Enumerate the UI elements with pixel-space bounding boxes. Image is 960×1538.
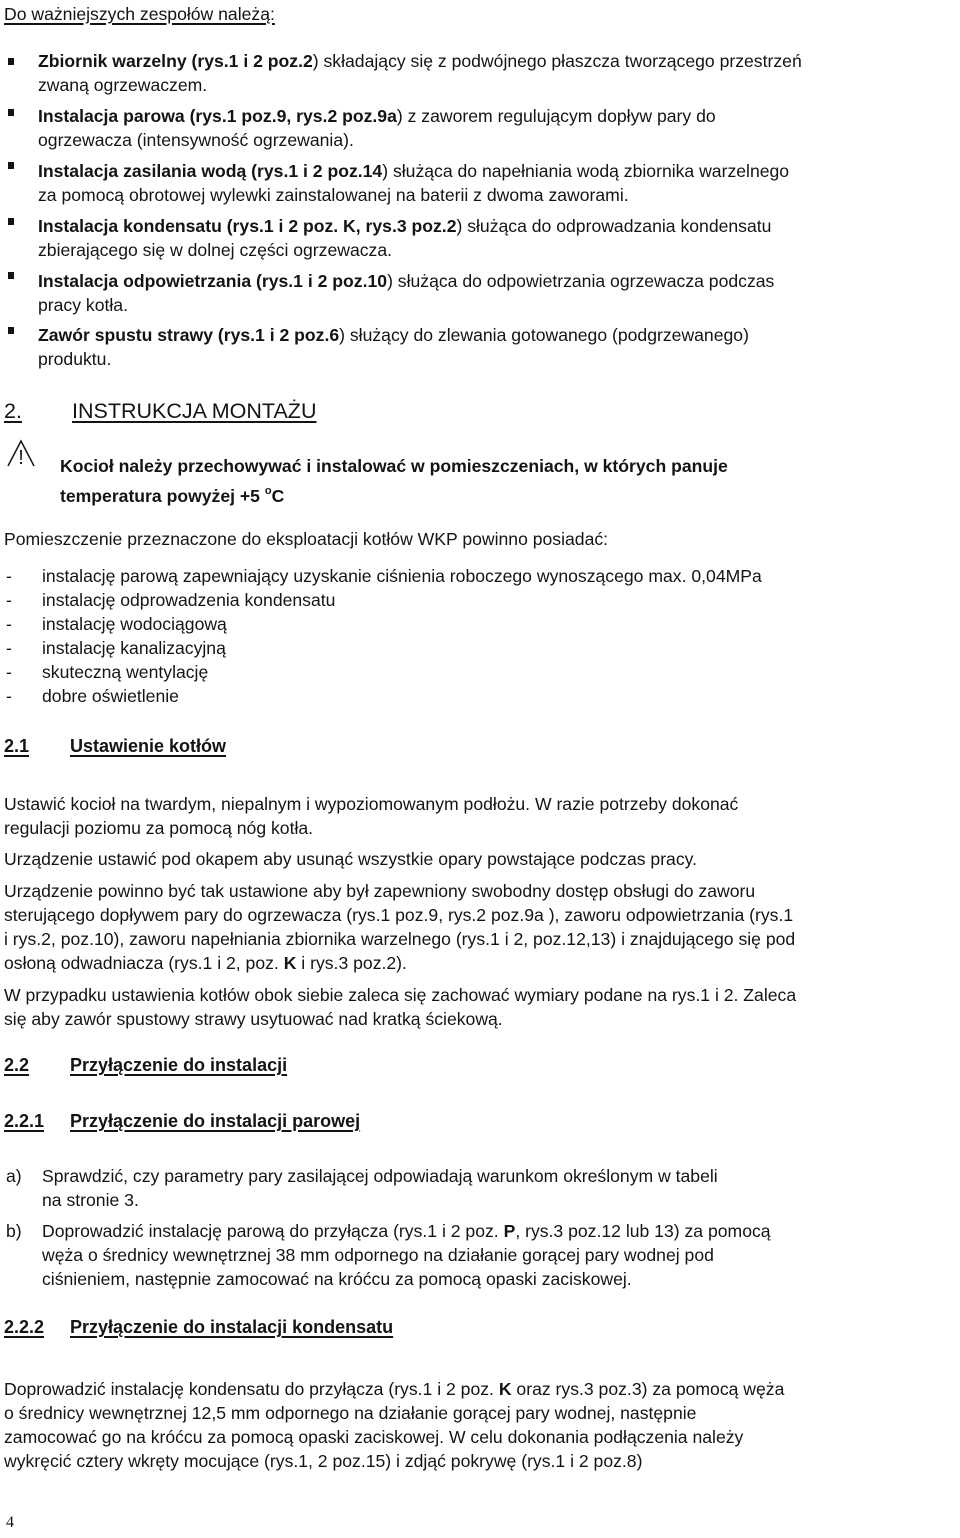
paragraph-line: zamocować go na króćcu za pomocą opaski zaciskowej. W celu dokonania podłączenia należy (4, 1427, 744, 1447)
paragraph-line: o średnicy wewnętrznej 12,5 mm odpornego na działanie gorącej pary wodnej, następnie (4, 1403, 697, 1423)
paragraph-line: Doprowadzić instalację parową do przyłącza (rys.1 i 2 poz. P, rys.3 poz.12 lub 13) za pomocą (42, 1221, 771, 1241)
requirement-item: dobre oświetlenie (42, 686, 179, 706)
bullet-icon (8, 327, 14, 334)
paragraph-line: W przypadku ustawienia kotłów obok siebie zaleca się zachować wymiary podane na rys.1 i 2. Zaleca (4, 985, 797, 1005)
dash-marker: - (6, 566, 12, 586)
list-item-continuation: pracy kotła. (38, 295, 128, 315)
room-intro: Pomieszczenie przeznaczone do eksploatacji kotłów WKP powinno posiadać: (4, 529, 609, 549)
paragraph-line: Ustawić kocioł na twardym, niepalnym i wypoziomowanym podłożu. W razie potrzeby dokonać (4, 794, 739, 814)
list-label: b) (6, 1221, 22, 1241)
list-label: a) (6, 1166, 22, 1186)
paragraph-line: Urządzenie powinno być tak ustawione aby był zapewniony swobodny dostęp obsługi do zaworu (4, 881, 756, 901)
list-item: Instalacja zasilania wodą (rys.1 i 2 poz.14) służąca do napełniania wodą zbiornika warzelnego (38, 161, 790, 181)
list-item-continuation: zbierającego się w dolnej części ogrzewacza. (38, 240, 393, 260)
paragraph-line: na stronie 3. (42, 1190, 139, 1210)
paragraph-line: Sprawdzić, czy parametry pary zasilającej odpowiadają warunkom określonym w tabeli (42, 1166, 718, 1186)
section-2-2-2-heading: 2.2.2 Przyłączenie do instalacji kondensatu (4, 1317, 394, 1337)
paragraph-line: się aby zawór spustowy strawy usytuować nad kratką ściekową. (4, 1009, 503, 1029)
dash-marker: - (6, 686, 12, 706)
requirement-item: instalację parową zapewniający uzyskanie ciśnienia roboczego wynoszącego max. 0,04MPa (42, 566, 762, 586)
paragraph-line: Doprowadzić instalację kondensatu do przyłącza (rys.1 i 2 poz. K oraz rys.3 poz.3) za pomocą węża (4, 1379, 785, 1399)
paragraph-line: Urządzenie ustawić pod okapem aby usunąć wszystkie opary powstające podczas pracy. (4, 849, 698, 869)
paragraph-line: osłoną odwadniacza (rys.1 i 2, poz. K i rys.3 poz.2). (4, 953, 407, 973)
section-2-2-heading: 2.2 Przyłączenie do instalacji (4, 1055, 288, 1075)
paragraph-line: ciśnieniem, następnie zamocować na króćcu za pomocą opaski zaciskowej. (42, 1269, 632, 1289)
list-item-continuation: zwaną ogrzewaczem. (38, 75, 208, 95)
paragraph-line: wykręcić cztery wkręty mocujące (rys.1, 2 poz.15) i zdjąć pokrywę (rys.1 i 2 poz.8) (4, 1451, 643, 1471)
bullet-icon (8, 109, 14, 116)
dash-marker: - (6, 590, 12, 610)
warning-icon (6, 438, 36, 468)
list-item-continuation: za pomocą obrotowej wylewki zainstalowanej na baterii z dwoma zaworami. (38, 185, 629, 205)
list-item: Zbiornik warzelny (rys.1 i 2 poz.2) składający się z podwójnego płaszcza tworzącego przestrzeń (38, 51, 802, 71)
section-2-heading: 2. INSTRUKCJA MONTAŻU (4, 399, 317, 423)
requirement-item: skuteczną wentylację (42, 662, 209, 682)
section-2-2-1-heading: 2.2.1 Przyłączenie do instalacji parowej (4, 1111, 361, 1131)
bullet-icon (8, 218, 14, 225)
list-item: Zawór spustu strawy (rys.1 i 2 poz.6) służący do zlewania gotowanego (podgrzewanego) (38, 325, 749, 345)
section-2-1-heading: 2.1 Ustawienie kotłów (4, 736, 227, 756)
warning-text: Kocioł należy przechowywać i instalować w pomieszczeniach, w których panuje (60, 456, 728, 476)
dash-marker: - (6, 662, 12, 682)
requirement-item: instalację wodociągową (42, 614, 227, 634)
intro-heading: Do ważniejszych zespołów należą: (4, 4, 275, 24)
paragraph-line: regulacji poziomu za pomocą nóg kotła. (4, 818, 314, 838)
list-item-continuation: produktu. (38, 349, 112, 369)
bullet-icon (8, 162, 14, 169)
bullet-icon (8, 58, 14, 65)
svg-text:!: ! (18, 447, 24, 468)
bullet-icon (8, 272, 14, 279)
dash-marker: - (6, 638, 12, 658)
paragraph-line: sterującego dopływem pary do ogrzewacza (rys.1 poz.9, rys.2 poz.9a ), zaworu odpowietrzania (rys.1 (4, 905, 794, 925)
dash-marker: - (6, 614, 12, 634)
requirement-item: instalację kanalizacyjną (42, 638, 226, 658)
list-item: Instalacja odpowietrzania (rys.1 i 2 poz.10) służąca do odpowietrzania ogrzewacza podczas (38, 271, 775, 291)
requirement-item: instalację odprowadzenia kondensatu (42, 590, 336, 610)
page-number: 4 (6, 1514, 14, 1531)
list-item-continuation: ogrzewacza (intensywność ogrzewania). (38, 130, 354, 150)
paragraph-line: i rys.2, poz.10), zaworu napełniania zbiornika warzelnego (rys.1 i 2, poz.12,13) i znajdującego się pod (4, 929, 796, 949)
warning-text-continuation: temperatura powyżej +5 $^o$C (60, 485, 285, 506)
list-item: Instalacja parowa (rys.1 poz.9, rys.2 poz.9a) z zaworem regulującym dopływ pary do (38, 106, 716, 126)
list-item: Instalacja kondensatu (rys.1 i 2 poz. K, rys.3 poz.2) służąca do odprowadzania kondensatu (38, 216, 772, 236)
paragraph-line: węża o średnicy wewnętrznej 38 mm odpornego na działanie gorącej pary wodnej pod (42, 1245, 714, 1265)
